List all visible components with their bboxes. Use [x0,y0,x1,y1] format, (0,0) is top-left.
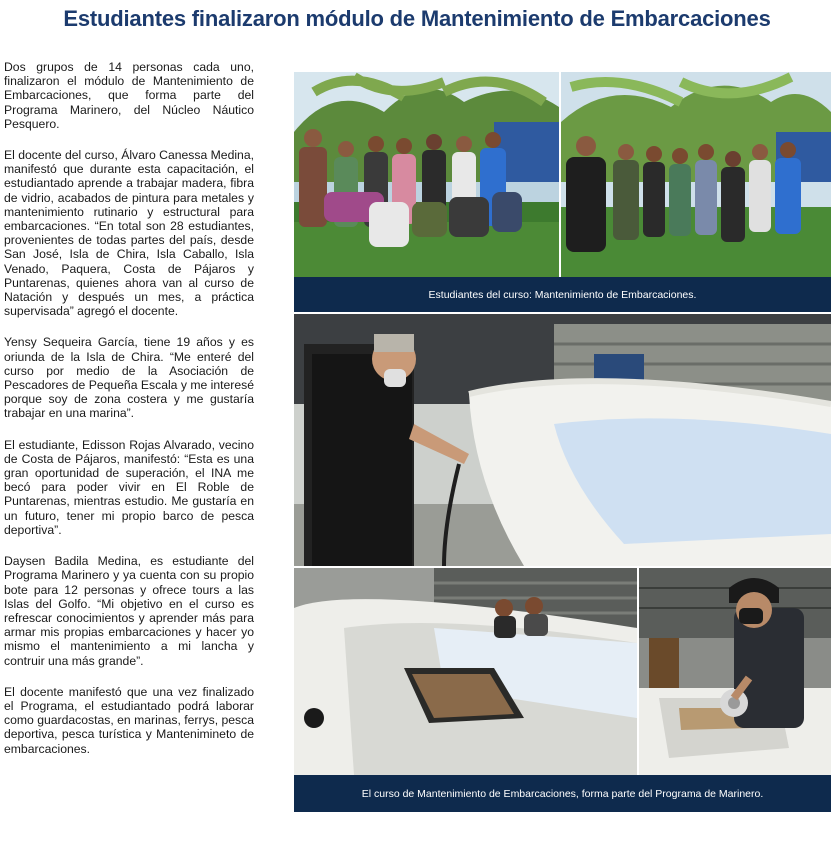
article-paragraph: El docente manifestó que una vez finalizado el Programa, el estudiantado podrá laborar como guardacostas, en marinas, ferrys, pesca deportiva, pesca turística y Mantenimineto de embarcaciones. [4,684,254,756]
article-paragraph: Yensy Sequeira García, tiene 19 años y es oriunda de la Isla de Chira. “Me enteré del curso por medio de la Asociación de Pescadores de Pequeña Escala y me interesé porque soy de zona costera y me gustaría trabajar en una marina”. [4,335,254,421]
article-paragraph: Daysen Badila Medina, es estudiante del Programa Marinero y ya cuenta con su propio bote para 12 personas y ofrece tours a las Islas del Golfo. “Mi objetivo en el curso es refrescar conocimientos y aprender más para armar mis propias embarcaciones y hacer yo mismo el mantenimiento a mi lancha y contruir una más grande”. [4,554,254,668]
boat-work-photo [294,314,831,566]
article-paragraph: El docente del curso, Álvaro Canessa Medina, manifestó que durante esta capacitación, el estudiantado aprende a trabajar madera, fibra de vidrio, acabados de pintura para metales y mantenimiento rutinario y estructural para embarcaciones. “En total son 28 estudiantes, provenientes de todas partes del país, desde San José, Isla de Chira, Isla Caballo, Isla Venado, Paquera, Costa de Pájaros y Puntarenas, quienes ahora van al curso de Natación y después un mes, a práctica supervisada” agregó el docente. [4,148,254,319]
sanding-photo [639,568,831,775]
caption-bottom: El curso de Mantenimiento de Embarcaciones, forma parte del Programa de Marinero. [294,775,831,812]
caption-top: Estudiantes del curso: Mantenimiento de Embarcaciones. [294,277,831,312]
article-paragraph: El estudiante, Edisson Rojas Alvarado, vecino de Costa de Pájaros, manifestó: “Esta es una gran oportunidad de superación, el INA me becó para poder vivir en El Roble de Puntarenas, mientras estudio. Me gustaría en un futuro, tener mi propio barco de pesca deportiva”. [4,437,254,537]
group-photo-left [294,72,559,277]
article-title: Estudiantes finalizaron módulo de Mantenimiento de Embarcaciones [63,6,771,31]
group-photo-right [561,72,831,277]
article-body [4,60,254,773]
article-paragraph: Dos grupos de 14 personas cada uno, finalizaron el módulo de Mantenimiento de Embarcaciones, que forma parte del Programa Marinero, del Núcleo Náutico Pesquero. [4,60,254,131]
boat-interior-photo [294,568,637,775]
